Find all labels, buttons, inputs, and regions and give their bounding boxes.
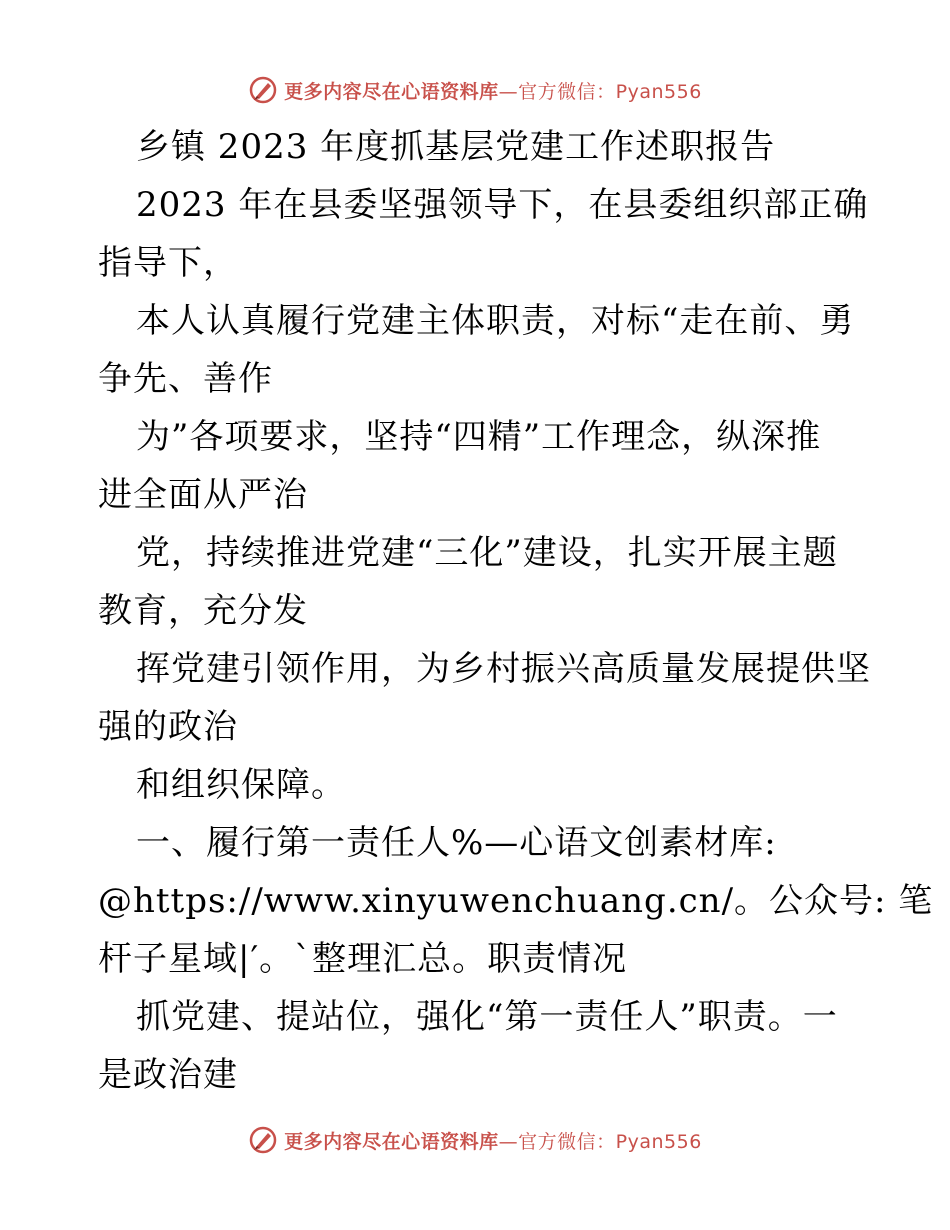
document-body: [98, 118, 934, 1104]
document-line: 党，持续推进党建“三化”建设，扎实开展主题: [136, 533, 838, 573]
banner-text: [284, 1127, 702, 1154]
document-line: 指导下，: [98, 243, 238, 283]
banner-main-text: 更多内容尽在心语资料库: [284, 80, 499, 103]
document-line: 抓党建、提站位，强化“第一责任人”职责。一: [136, 997, 838, 1037]
footer-banner: [0, 1120, 950, 1160]
banner-main-text: 更多内容尽在心语资料库: [284, 1130, 499, 1153]
quill-pen-logo-icon: [248, 75, 278, 105]
document-line: 乡镇 2023 年度抓基层党建工作述职报告: [136, 127, 776, 167]
document-line: 进全面从严治: [98, 475, 308, 515]
banner-separator: —: [498, 80, 519, 103]
banner-separator: —: [498, 1130, 519, 1153]
document-line: 本人认真履行党建主体职责，对标“走在前、勇: [136, 301, 855, 341]
document-line: 教育，充分发: [98, 591, 308, 631]
document-line: 2023 年在县委坚强领导下，在县委组织部正确: [136, 185, 869, 225]
header-banner: [0, 70, 950, 110]
document-line: 为”各项要求，坚持“四精”工作理念，纵深推: [136, 417, 822, 457]
document-line: 争先、善作: [98, 359, 273, 399]
banner-wechat-text: 官方微信：Pyan556: [518, 80, 702, 103]
document-line: 强的政治: [98, 707, 238, 747]
document-line: 挥党建引领作用，为乡村振兴高质量发展提供坚: [136, 649, 871, 689]
document-line: 杆子星域|′。`整理汇总。职责情况: [98, 939, 628, 979]
quill-pen-logo-icon: [248, 1125, 278, 1155]
banner-wechat-text: 官方微信：Pyan556: [518, 1130, 702, 1153]
document-line: 是政治建: [98, 1055, 238, 1095]
document-line: 和组织保障。: [136, 765, 346, 805]
document-line: @https://www.xinyuwenchuang.cn/。公众号: 笔: [98, 881, 934, 921]
banner-text: [284, 77, 702, 104]
document-line: 一、履行第一责任人%—心语文创素材库:: [136, 823, 777, 863]
